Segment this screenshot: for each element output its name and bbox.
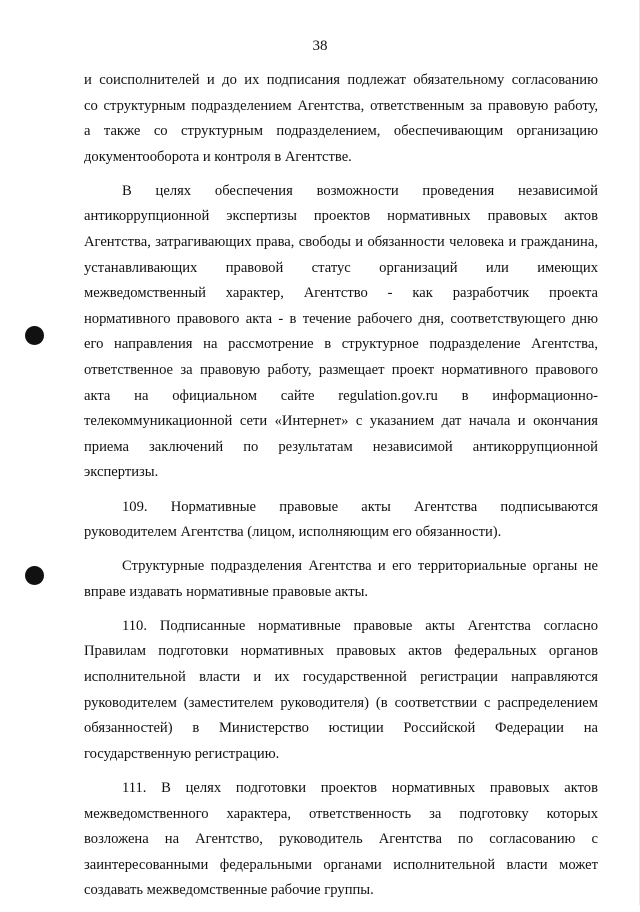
text-line: акта на официальном сайте regulation.gov.ru в информационно- <box>84 387 598 404</box>
paragraph <box>84 776 598 904</box>
text-line: Правилам подготовки нормативных правовых актов федеральных органов <box>84 643 598 660</box>
text-line: нормативного правового акта - в течение рабочего дня, соответствующего дню <box>84 310 598 327</box>
text-line: 109. Нормативные правовые акты Агентства подписываются <box>122 498 598 515</box>
text-line: руководителем (заместителем руководителя) (в соответствии с распределением <box>84 694 598 711</box>
text-line: исполнительной власти и их государственной регистрации направляются <box>84 669 598 686</box>
page-number: 38 <box>312 38 328 54</box>
text-line: документооборота и контроля в Агентстве. <box>84 148 352 165</box>
text-line: заинтересованными федеральными органами исполнительной власти может <box>84 856 598 873</box>
text-line: телекоммуникационной сети «Интернет» с указанием дат начала и окончания <box>84 413 598 430</box>
paragraph <box>84 614 598 768</box>
text-line: Агентства, затрагивающих права, свободы и обязанности человека и гражданина, <box>84 234 598 251</box>
paragraph <box>84 179 598 486</box>
text-line: государственную регистрацию. <box>84 745 280 762</box>
text-line: а также со структурным подразделением, обеспечивающим организацию <box>84 123 598 140</box>
text-line: вправе издавать нормативные правовые акты. <box>84 583 369 600</box>
text-line: устанавливающих правовой статус организаций или имеющих <box>84 259 598 276</box>
paragraph <box>84 68 598 170</box>
text-line: антикоррупционной экспертизы проектов нормативных правовых актов <box>84 208 598 225</box>
text-line: 110. Подписанные нормативные правовые акты Агентства согласно <box>122 617 598 634</box>
punch-hole-mark <box>25 566 44 585</box>
text-line: 111. В целях подготовки проектов нормативных правовых актов <box>122 779 598 796</box>
text-line: его направления на рассмотрение в структурное подразделение Агентства, <box>84 336 598 353</box>
document-body <box>84 68 598 912</box>
text-line: ответственное за правовую работу, размещает проект нормативного правового <box>84 362 598 379</box>
text-line: обязанностей) в Министерство юстиции Российской Федерации на <box>84 720 598 737</box>
paragraph <box>84 554 598 605</box>
text-line: создавать межведомственные рабочие группы. <box>84 882 374 899</box>
punch-hole-mark <box>25 326 44 345</box>
text-line: и соисполнителей и до их подписания подлежат обязательному согласованию <box>84 72 598 88</box>
text-line: Структурные подразделения Агентства и его территориальные органы не <box>122 558 598 575</box>
text-line: приема заключений по результатам независимой антикоррупционной <box>84 438 598 455</box>
text-line: возложена на Агентство, руководитель Агентства по согласованию с <box>84 831 598 848</box>
text-line: межведомственный характер, Агентство - как разработчик проекта <box>84 285 598 302</box>
text-line: межведомственного характера, ответственность за подготовку которых <box>84 805 598 822</box>
paragraph <box>84 495 598 546</box>
text-line: экспертизы. <box>84 464 159 481</box>
text-line: со структурным подразделением Агентства, ответственным за правовую работу, <box>84 97 598 114</box>
text-line: руководителем Агентства (лицом, исполняющим его обязанности). <box>84 524 502 541</box>
text-line: В целях обеспечения возможности проведения независимой <box>122 182 598 199</box>
